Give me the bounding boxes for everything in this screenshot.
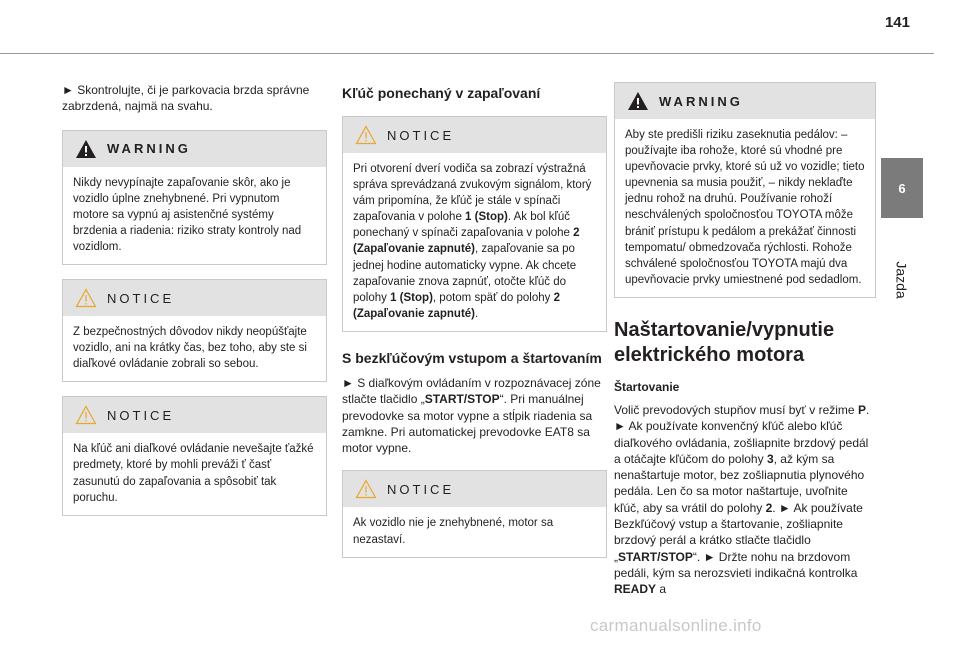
chapter-title [884,250,920,310]
column-3 [614,82,876,598]
notice-icon [355,125,377,145]
notice-box [342,116,607,332]
notice-icon [355,479,377,499]
header-rule [0,53,934,54]
notice-box [62,279,327,382]
warning-header [63,131,326,167]
notice-text: Pri otvorení dverí vodiča sa zobrazí výstražná správa sprevádzaná zvukovým signálom, ktorý vám pripomína, že kľúč je stále v spínači zapaľovania v polohe 1 (Stop). Ak bol kľúč ponechaný v spínači zapaľovania v polohe 2 (Zapaľovanie zapnuté), zapaľovanie sa po jednej hodine automaticky vypne. Ak chcete zapaľovanie znova zapnúť, otočte kľúč do polohy 1 (Stop), potom späť do polohy 2 (Zapaľovanie zapnuté). [353,163,592,320]
notice-title: NOTICE [387,127,455,143]
page-number: 141 [884,14,910,31]
chapter-tab[interactable]: 6 [881,158,923,218]
keyless-instruction: ► S diaľkovým ovládaním v rozpoznávacej zóne stlačte tlačidlo „START/STOP“. Pri manuálnej prevodovke sa motor vypne a stĺpik riadenia sa zamkne. Pri automatickej prevodovke EAT8 sa motor vypne. [342,375,601,456]
subsection-heading: Štartovanie [614,379,680,394]
starting-instructions: Volič prevodových stupňov musí byť v režime P. ► Ak používate konvenčný kľúč alebo kľúč diaľkového ovládania, zošliapnite brzdový pedál a otáčajte kľúčom do polohy 3, až kým sa nenaštartuje motor, bez zošliapnutia plynového pedála. Len čo sa motor naštartuje, uvoľnite kľúč, aby sa vrátil do polohy 2. ► Ak používate Bezkľúčový vstup a štartovanie, zošliapnite brzdový perál a krátko stlačte tlačidlo „START/STOP“. ► Držte nohu na brzdovom pedáli, kým sa nerozsvieti indikačná kontrolka READY a [614,402,870,597]
notice-icon [75,405,97,425]
section-heading: Kľúč ponechaný v zapaľovaní [342,85,541,101]
section-heading: S bezkľúčovým vstupom a štartovaním [342,349,602,366]
column-2 [342,82,607,558]
notice-header [63,280,326,316]
notice-text: Na kľúč ani diaľkové ovládanie nevešajte ťažké predmety, ktoré by mohli preváži ť časť zasunutú do zapaľovania a spôsobiť tak poruchu. [73,443,314,504]
section-heading: Naštartovanie/vypnutie elektrického motora [614,318,835,366]
notice-box [342,470,607,557]
watermark: carmanualsonline.info [590,616,762,635]
notice-header [63,397,326,433]
notice-header [343,117,606,153]
notice-title: NOTICE [387,481,455,497]
chapter-title-text: Jazda [894,261,911,299]
warning-title: WARNING [659,93,743,109]
warning-text: Nikdy nevypínajte zapaľovanie skôr, ako je vozidlo úplne znehybnené. Pri vypnutom motore sa vypnú aj asistenčné systémy brzdenia a riadenia: riziko straty kontroly nad vozidlom. [73,176,302,253]
notice-box [62,396,327,515]
warning-box [614,82,876,298]
warning-box [62,130,327,265]
notice-text: Z bezpečnostných dôvodov nikdy neopúšťajte vozidlo, ani na krátky čas, bez toho, aby ste si diaľkové ovládanie zobrali so sebou. [73,326,307,371]
warning-text: Aby ste predišli riziku zaseknutia pedálov: – používajte iba rohože, ktoré sú vhodné pre upevňovacie prvky, ktoré sú už vo vozidle; tieto upevnenia sa musia použiť, – nikdy neklaďte jednu rohož na druhú. Používanie rohoží neschválených spoločnosťou TOYOTA môže brániť prístupu k pedálom a prekážať činnosti tempomatu/ obmedzovača rýchlosti. Rohože schválené spoločnosťou TOYOTA majú dva upevňovacie prvky umiestnené pod sedadlom. [625,129,865,286]
warning-icon [75,139,97,159]
notice-header [343,471,606,507]
notice-text: Ak vozidlo nie je znehybnené, motor sa nezastaví. [353,517,554,546]
warning-icon [627,91,649,111]
warning-header [615,83,875,119]
notice-icon [75,288,97,308]
warning-title: WARNING [107,141,191,157]
notice-title: NOTICE [107,290,175,306]
notice-title: NOTICE [107,407,175,423]
column-1 [62,82,327,516]
parking-brake-instruction: ► Skontrolujte, či je parkovacia brzda správne zabrzdená, najmä na svahu. [62,83,310,114]
